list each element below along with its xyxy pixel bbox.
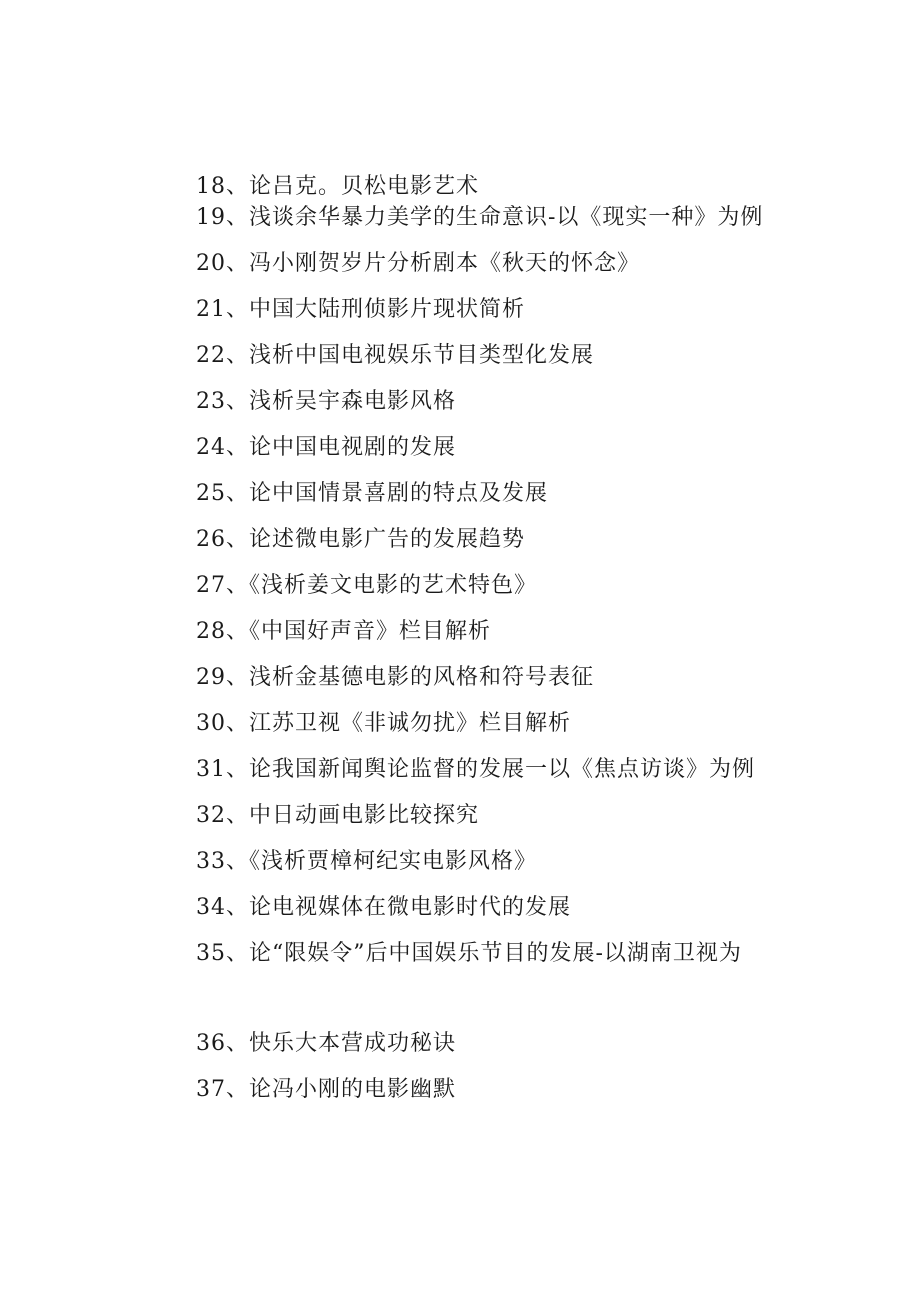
list-item: 35、论“限娱令”后中国娱乐节目的发展-以湖南卫视为 xyxy=(196,941,742,966)
list-item: 37、论冯小刚的电影幽默 xyxy=(196,1077,456,1102)
list-item: 24、论中国电视剧的发展 xyxy=(196,435,456,460)
list-item: 23、浅析吴宇森电影风格 xyxy=(196,389,456,414)
list-item: 19、浅谈余华暴力美学的生命意识-以《现实一种》为例 xyxy=(196,205,764,230)
list-item: 21、中国大陆刑侦影片现状简析 xyxy=(196,297,525,322)
list-item: 27、《浅析姜文电影的艺术特色》 xyxy=(196,573,537,598)
list-item: 29、浅析金基德电影的风格和符号表征 xyxy=(196,665,594,690)
list-item: 31、论我国新闻舆论监督的发展一以《焦点访谈》为例 xyxy=(196,757,755,782)
list-item: 33、《浅析贾樟柯纪实电影风格》 xyxy=(196,849,537,874)
list-item: 22、浅析中国电视娱乐节目类型化发展 xyxy=(196,343,594,368)
list-item: 36、快乐大本营成功秘诀 xyxy=(196,1031,456,1056)
list-item: 20、冯小刚贺岁片分析剧本《秋天的怀念》 xyxy=(196,251,640,276)
list-item: 26、论述微电影广告的发展趋势 xyxy=(196,527,525,552)
list-item: 32、中日动画电影比较探究 xyxy=(196,803,479,828)
list-item: 18、论吕克。贝松电影艺术 xyxy=(196,174,479,199)
list-item: 34、论电视媒体在微电影时代的发展 xyxy=(196,895,571,920)
list-item: 25、论中国情景喜剧的特点及发展 xyxy=(196,481,548,506)
topic-list xyxy=(196,171,896,1120)
list-item: 28、《中国好声音》栏目解析 xyxy=(196,619,491,644)
list-item: 30、江苏卫视《非诚勿扰》栏目解析 xyxy=(196,711,571,736)
